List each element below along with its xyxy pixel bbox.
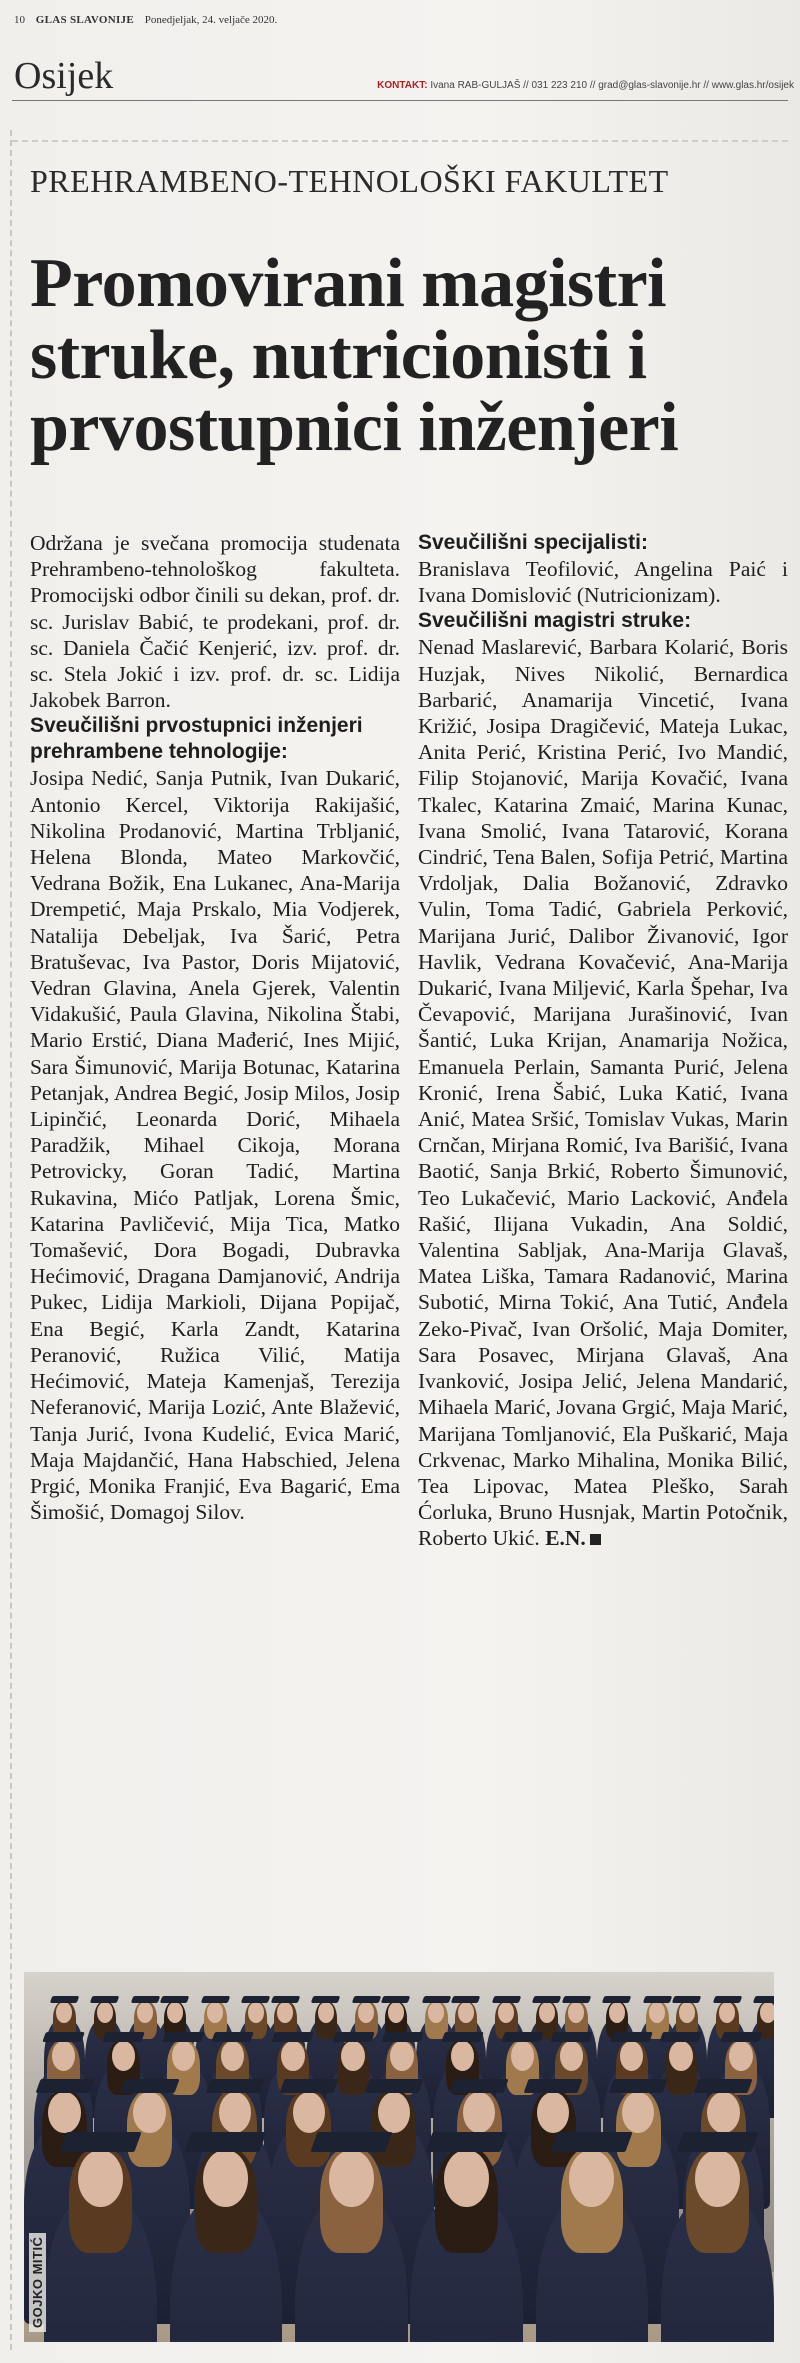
group-names-masters: Nenad Maslarević, Barbara Kolarić, Boris Huzjak, Nives Nikolić, Bernardica Barbarić, Anamarija Vincetić, Ivana Križić, Josipa Dragičević, Mateja Lukac, Anita Perić, Kristina Perić, Ivo Mandić, Filip Stojanović, Marija Kovačić, Ivana Tkalec, Katarina Zmaić, Marina Kunac, Ivana Smolić, Ivana Tatarović, Korana Cindrić, Tena Balen, Sofija Petrić, Martina Vrdoljak, Dalia Božanović, Zdravko Vulin, Toma Tadić, Gabriela Perković, Marijana Jurić, Dalibor Živanović, Igor Havlik, Vedrana Kovačević, Ana-Marija Dukarić, Ivana Miljević, Karla Špehar, Iva Čevapović, Marijana Jurašinović, Ivan Šantić, Luka Krijan, Anamarija Nožica, Emanuela Perlain, Samanta Purić, Jelena Kronić, Irena Šabić, Luka Katić, Ivana Anić, Mateа Sršić, Tomislav Vukas, Marin Crnčan, Mirjana Romić, Iva Barišić, Ivana Baotić, Sanja Brkić, Roberto Šimunović, Teo Lukačević, Mario Lacković, Anđela Rašić, Ilijana Vukadin, Ana Soldić, Valentina Sabljak, Ana-Marija Glavaš, Matea Liška, Tamara Radanović, Marina Subotić, Mirna Tokić, Ana Tutić, Anđela Zeko-Pivač, Ivan Oršolić, Maja Domiter, Sara Posavec, Mirjana Glavaš, Ana Ivanković, Josipa Jelić, Jelena Mandarić, Mihaela Marić, Jovana Grgić, Maja Marić, Marijana Tomljanović, Ela Puškarić, Maja Crkvenac, Marko Mihalina, Monika Bilić, Tea Lipovac, Matea Pleško, Sarah Ćorluka, Bruno Husnjak, Martin Potočnik, Roberto Ukić. <box>418 635 788 1551</box>
author-signature: E.N. <box>545 1526 586 1551</box>
newspaper-name: GLAS SLAVONIJE <box>35 14 134 26</box>
group-names-specialists: Branislava Teofilović, Angelina Paić i Ivana Domislović (Nutricionizam). <box>418 557 788 608</box>
group-title-specialists: Sveučilišni specijalisti: <box>418 531 648 554</box>
issue-date: Ponedjeljak, 24. veljače 2020. <box>144 14 278 26</box>
article-intro: Održana je svečana promocija studenata Prehrambeno-tehnološkog fakulteta. Promocijski odbor činili su dekan, prof. dr. sc. Jurislav Babić, te prodekani, prof. dr. sc. Daniela Čačić Kenjerić, izv. prof. dr. sc. Stela Jokić i izv. prof. dr. sc. Lidija Jakobek Barron. <box>30 531 400 713</box>
page-number: 10 <box>14 14 25 26</box>
article-column-left <box>30 530 400 1525</box>
end-mark <box>590 1534 601 1545</box>
group-names-bachelors: Josipa Nedić, Sanja Putnik, Ivan Dukarić, Antonio Kercel, Viktorija Rakijašić, Nikolina Prodanović, Martina Trbljanić, Helena Blonda, Mateo Markovčić, Vedrana Božik, Ena Lukanec, Ana-Marija Drempetić, Maja Prskalo, Mia Vodjerek, Natalija Debeljak, Iva Šarić, Petra Bratuševac, Iva Pastor, Doris Mijatović, Vedran Glavina, Anela Gjerek, Valentin Vidakušić, Paula Glavina, Nikolina Štabi, Mario Erstić, Diana Mađerić, Ines Mijić, Sara Šimunović, Marija Botunac, Katarina Petanjak, Andrea Begić, Josip Milos, Josip Lipinčić, Leonarda Dorić, Mihaela Paradžik, Mihael Cikoja, Morana Petrovicky, Goran Tadić, Martina Rukavina, Mićo Patljak, Lorena Šmic, Katarina Pavličević, Mija Tica, Matko Tomašević, Dora Bogadi, Dubravka Hećimović, Dragana Damjanović, Andrija Pukec, Lidija Markioli, Dijana Popijač, Ena Begić, Karla Zandt, Katarina Peranović, Ružica Vilić, Matija Hećimović, Mateja Kamenjaš, Terezija Neferanović, Marija Lozić, Ante Blažević, Tanja Jurić, Ivona Kudelić, Evica Marić, Maja Majdančić, Hana Habschied, Jelena Prgić, Monika Franjić, Eva Bagarić, Ema Šimošić, Domagoj Silov. <box>30 766 400 1525</box>
group-title-masters: Sveučilišni magistri struke: <box>418 609 692 633</box>
graduation-photo <box>24 1972 774 2342</box>
group-names-masters-wrap <box>418 634 788 1551</box>
contact-text: Ivana RAB-GULJAŠ // 031 223 210 // grad@glas-slavonije.hr // www.glas.hr/osijek <box>430 80 794 91</box>
contact-label: KONTAKT: <box>377 80 428 91</box>
page-header-bar <box>14 14 277 26</box>
article-column-right <box>418 530 788 1552</box>
photo-credit: GOJKO MITIĆ <box>29 2233 46 2332</box>
section-title: Osijek <box>14 55 114 97</box>
header-rule <box>12 100 788 101</box>
article-headline: Promovirani magistri struke, nutricionisti i prvostupnici inženjeri <box>30 245 679 466</box>
group-title-bachelors: Sveučilišni prvostupnici inženjeri prehrambene tehnologije: <box>30 714 363 764</box>
article-kicker: PREHRAMBENO-TEHNOLOŠKI FAKULTET <box>30 163 669 199</box>
article-border-left <box>10 130 12 2350</box>
article-border-top <box>12 140 788 142</box>
contact-line <box>377 80 794 91</box>
